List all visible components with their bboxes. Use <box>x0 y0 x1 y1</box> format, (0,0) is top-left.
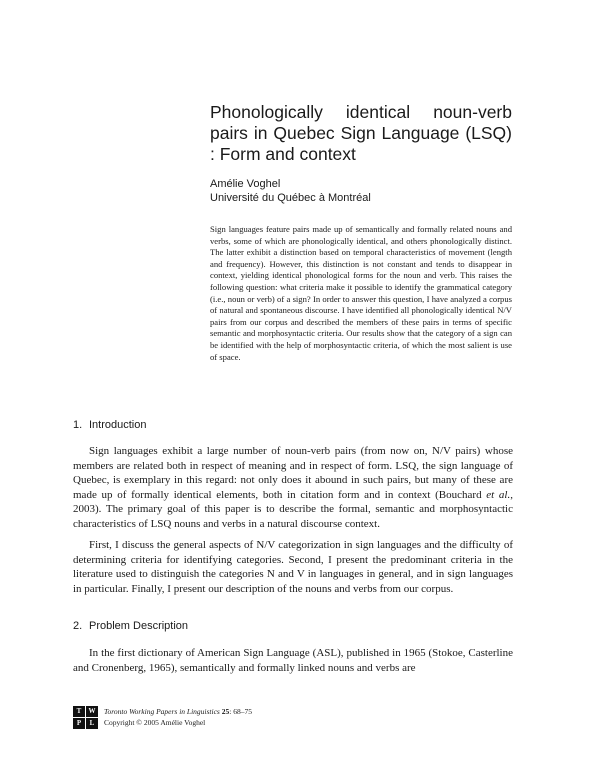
paragraph: In the first dictionary of American Sign Language (ASL), published in 1965 (Stokoe, Casterline and Cronenberg, 1965), semantically and formally linked nouns and verbs are <box>73 647 513 674</box>
abstract: Sign languages feature pairs made up of semantically and formally related nouns and verbs, some of which are phonologically identical, and others phonologically distinct. The latter exhibit a distinction based on temporal characteristics of movement (length and frequency). However, this distinction is not constant and tends to disappear in context, yielding identical phonological forms for the noun and verb. This raises the following question: what criteria make it possible to identify the grammatical category (i.e., noun or verb) of a sign? In order to answer this question, I have analyzed a corpus of natural and spontaneous discourse. I have identified all phonologically identical N/V pairs from our corpus and described the members of these pairs in terms of specific semantic and morphosyntactic criteria. Our results show that the category of a sign can be identified with the help of morphosyntactic criteria, of which the most salient is use of space. <box>210 224 512 362</box>
journal-volume: 25 <box>221 707 230 716</box>
paper-title: Phonologically identical noun-verb pairs in Quebec Sign Language (LSQ) : Form and context <box>210 102 512 164</box>
logo-letter: W <box>86 706 98 717</box>
author-name: Amélie Voghel <box>210 178 281 190</box>
section-number: 2. <box>73 620 83 632</box>
section-heading-introduction <box>73 418 146 432</box>
journal-pages: : 68–75 <box>229 707 252 716</box>
journal-logo <box>73 706 99 730</box>
footer-citation <box>104 706 252 728</box>
page-footer <box>73 706 473 732</box>
section-number: 1. <box>73 419 83 431</box>
emphasis-text: et al. <box>486 488 511 501</box>
logo-letter: T <box>73 706 85 717</box>
copyright-notice: Copyright © 2005 Amélie Voghel <box>104 718 206 727</box>
logo-letter: P <box>73 718 85 729</box>
section-title: Problem Description <box>89 620 189 632</box>
logo-letter: L <box>86 718 98 729</box>
journal-name: Toronto Working Papers in Linguistics <box>104 707 220 716</box>
journal-citation <box>104 706 252 717</box>
paragraph-text: , 2003). The primary goal of this paper is to describe the formal, semantic and morphosyntactic characteristics of LSQ nouns and verbs in a natural discourse context. <box>73 488 513 530</box>
paragraph: First, I discuss the general aspects of N/V categorization in sign languages and the difficulty of determining criteria for identifying categories. Second, I present the predominant criteria in the literature used to distinguish the categories N and V in languages in general, and in sign languages in particular. Finally, I present our description of the nouns and verbs from our corpus. <box>73 539 513 595</box>
section-heading-problem-description <box>73 619 188 633</box>
author-affiliation: Université du Québec à Montréal <box>210 192 371 204</box>
paragraph-text: Sign languages exhibit a large number of noun-verb pairs (from now on, N/V pairs) whose members are related both in respect of meaning and in respect of form. LSQ, the sign language of Quebec, is exemplary in this regard: not only does it abound in such pairs, but many of these are made up of formally identical elements, both in citation form and in context (Bouchard <box>73 445 513 501</box>
paragraph <box>73 444 513 531</box>
section-title: Introduction <box>89 419 147 431</box>
author-block <box>210 177 510 205</box>
